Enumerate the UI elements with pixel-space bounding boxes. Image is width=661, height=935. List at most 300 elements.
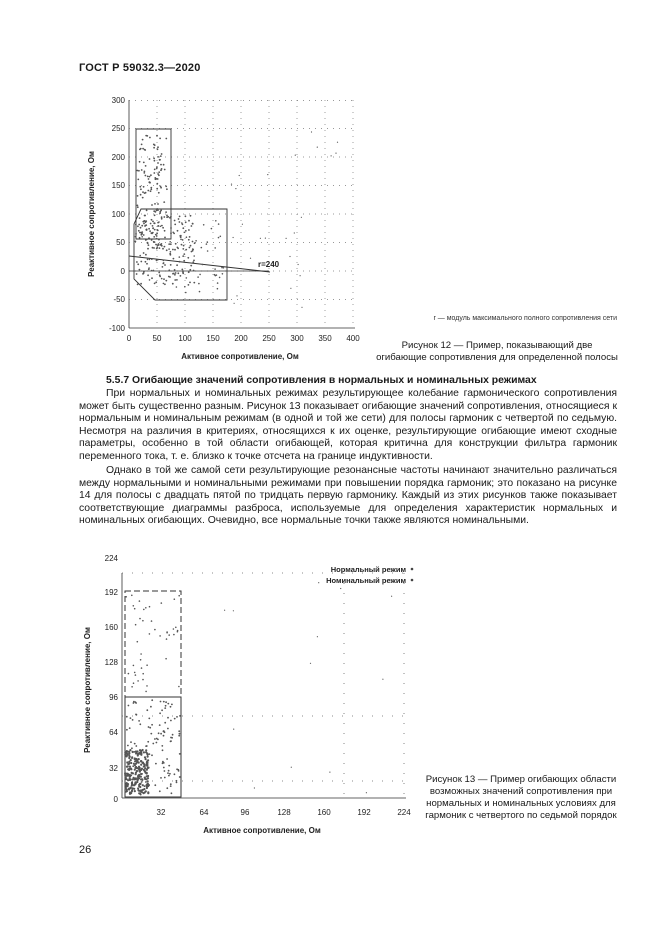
f12-point	[168, 243, 170, 245]
section-title: 5.5.7 Огибающие значений сопротивления в нормальных и номинальных режимах	[106, 375, 537, 386]
f12-point	[199, 274, 201, 276]
f13-point	[140, 764, 142, 766]
f12-point	[135, 241, 137, 243]
f13-point	[125, 773, 127, 775]
f12-point	[163, 216, 165, 218]
f12-point	[217, 282, 219, 284]
f12-point	[170, 232, 172, 234]
f12-point	[156, 166, 158, 168]
f13-point	[178, 595, 180, 597]
f13-point	[179, 776, 181, 778]
f12-point	[145, 192, 147, 194]
f13-point	[148, 726, 150, 728]
f13-point	[317, 636, 318, 637]
f12-point	[183, 260, 185, 262]
f12-point	[154, 169, 156, 171]
f12-point	[301, 217, 302, 218]
f12-point	[168, 248, 170, 250]
f13-point	[134, 758, 136, 760]
f12-point	[153, 270, 155, 272]
f13-point	[161, 602, 163, 604]
f13-point	[163, 735, 165, 737]
f12-point	[141, 225, 143, 227]
f12-point	[311, 131, 312, 132]
f13-point	[144, 777, 146, 779]
f12-point	[140, 194, 142, 196]
f13-point	[128, 673, 130, 675]
f13-xtick-160: 160	[317, 808, 331, 817]
f12-point	[158, 171, 160, 173]
f13-point	[135, 714, 137, 716]
f13-ytick-128: 128	[104, 658, 118, 667]
f12-point	[167, 216, 169, 218]
f13-point	[141, 773, 143, 775]
f12-point	[137, 225, 139, 227]
f12-point	[143, 172, 145, 174]
f12-xtick-0: 0	[126, 334, 132, 343]
f12-point	[331, 155, 332, 156]
f13-point	[291, 767, 292, 768]
f13-point	[170, 741, 172, 743]
f12-point	[162, 263, 164, 265]
f13-point	[168, 770, 170, 772]
f13-point	[145, 745, 147, 747]
f12-scatter-points	[135, 131, 339, 308]
f12-point	[151, 270, 153, 272]
f12-point	[139, 161, 141, 163]
f12-point	[151, 258, 153, 260]
f12-point	[142, 197, 144, 199]
f12-ytick-50: 50	[116, 238, 125, 247]
f13-point	[140, 653, 142, 655]
f12-xtick-250: 250	[262, 334, 276, 343]
f13-point	[127, 783, 129, 785]
f12-point	[265, 238, 266, 239]
f13-point	[162, 749, 164, 751]
f12-point	[172, 232, 174, 234]
f12-ytick-100: 100	[111, 210, 125, 219]
f13-point	[135, 674, 137, 676]
f12-point	[164, 264, 166, 266]
f13-point	[135, 773, 137, 775]
f13-ytick-32: 32	[109, 764, 118, 773]
f13-point	[139, 618, 141, 620]
f12-point	[192, 223, 194, 225]
f12-point	[146, 239, 148, 241]
f13-point	[179, 715, 181, 717]
f13-point	[136, 767, 138, 769]
f12-xtick-400: 400	[346, 334, 360, 343]
f13-point	[151, 754, 153, 756]
f12-point	[159, 138, 161, 140]
f13-point	[130, 759, 132, 761]
f12-ylabel: Реактивное сопротивление, Ом	[87, 151, 96, 277]
f12-xtick-350: 350	[318, 334, 332, 343]
f12-point	[190, 245, 192, 247]
f12-envelope-narrow	[136, 129, 171, 239]
f12-point	[143, 252, 145, 254]
f12-point	[162, 248, 164, 250]
f12-point	[157, 209, 159, 211]
f12-point	[146, 210, 148, 212]
f12-point	[148, 244, 150, 246]
f13-point	[149, 727, 151, 729]
f13-point	[150, 733, 152, 735]
f12-point	[211, 228, 213, 230]
f12-point	[199, 291, 201, 293]
f13-point	[141, 781, 143, 783]
f12-ytick-0: 0	[120, 267, 125, 276]
f13-point	[139, 783, 141, 785]
f12-point	[140, 227, 142, 229]
f12-point	[150, 187, 152, 189]
f12-point	[146, 229, 148, 231]
f12-point	[217, 288, 219, 290]
f12-point	[181, 244, 183, 246]
f12-point	[139, 237, 141, 239]
f12-point	[150, 189, 152, 191]
f12-point	[183, 245, 185, 247]
f12-point	[144, 225, 146, 227]
f13-point	[133, 665, 135, 667]
f12-point	[160, 226, 162, 228]
f12-point	[180, 275, 182, 277]
f12-point	[215, 220, 217, 222]
f12-point	[156, 238, 158, 240]
f12-ytick-neg100: -100	[108, 324, 125, 333]
f13-point	[168, 634, 170, 636]
f12-point	[192, 241, 194, 243]
f12-point	[162, 227, 164, 229]
f12-point	[192, 249, 194, 251]
f12-point	[137, 179, 139, 181]
f12-point	[145, 175, 147, 177]
f13-xtick-32: 32	[156, 808, 166, 817]
f12-point	[157, 156, 159, 158]
f12-point	[154, 229, 156, 231]
f13-point	[137, 789, 139, 791]
f13-point	[138, 778, 140, 780]
f13-point	[147, 791, 149, 793]
f12-point	[147, 190, 149, 192]
f12-point	[139, 269, 141, 271]
f13-point	[173, 628, 175, 630]
f13-ytick-0: 0	[113, 795, 118, 804]
f13-point	[146, 760, 148, 762]
f13-point	[178, 686, 180, 688]
f12-point	[166, 249, 168, 251]
f13-point	[127, 768, 129, 770]
f12-point	[155, 244, 157, 246]
f12-point	[150, 223, 152, 225]
f12-point	[179, 261, 181, 263]
f12-point	[160, 164, 162, 166]
figure-13-caption: Рисунок 13 — Пример огибающих области возможных значений сопротивления при нормальных и номинальных условиях для гармоник с четвертого по седьмой порядок	[425, 774, 617, 821]
f12-point	[136, 273, 138, 275]
f13-point	[145, 790, 147, 792]
f12-point	[286, 238, 287, 239]
f12-point	[194, 242, 196, 244]
f12-point	[143, 271, 145, 273]
f12-point	[159, 211, 161, 213]
f13-point	[130, 762, 132, 764]
f12-point	[179, 256, 181, 258]
f12-point	[236, 295, 237, 296]
f12-point	[151, 239, 153, 241]
f12-point	[175, 272, 177, 274]
f12-point	[186, 236, 188, 238]
f13-point	[179, 753, 181, 755]
f13-point	[146, 685, 148, 687]
f13-point	[366, 792, 367, 793]
f13-point	[128, 761, 130, 763]
f12-point	[177, 230, 179, 232]
f12-point	[214, 274, 216, 276]
f13-point	[130, 768, 132, 770]
f13-point	[171, 792, 173, 794]
f12-point	[242, 224, 243, 225]
f12-point	[176, 286, 178, 288]
f12-point	[182, 255, 184, 257]
f13-point	[134, 783, 136, 785]
f13-xlabel: Активное сопротивление, Ом	[203, 826, 321, 835]
f12-point	[155, 234, 157, 236]
f12-point	[164, 169, 166, 171]
f13-point	[144, 772, 146, 774]
f12-point	[164, 237, 166, 239]
f13-point	[137, 641, 139, 643]
f13-ytick-64: 64	[109, 728, 118, 737]
f13-point	[126, 790, 128, 792]
f13-point	[127, 763, 129, 765]
f13-point	[135, 702, 137, 704]
f12-point	[191, 225, 193, 227]
f12-xtick-50: 50	[152, 334, 162, 343]
f13-point	[165, 705, 167, 707]
f12-point	[145, 220, 147, 222]
f13-point	[158, 732, 160, 734]
f13-point	[135, 778, 137, 780]
f12-point	[183, 253, 185, 255]
f13-point	[128, 789, 130, 791]
f13-point	[163, 767, 165, 769]
page-number: 26	[79, 844, 92, 856]
f13-point	[154, 784, 156, 786]
f13-point	[178, 730, 180, 732]
f12-point	[166, 215, 168, 217]
f12-point	[176, 264, 178, 266]
f13-point	[174, 773, 176, 775]
f13-point	[144, 785, 146, 787]
f13-point	[156, 742, 158, 744]
f13-point	[133, 605, 135, 607]
f12-point	[141, 169, 143, 171]
f12-point	[156, 247, 158, 249]
f13-point	[142, 679, 144, 681]
f12-xtick-150: 150	[206, 334, 220, 343]
f12-point	[181, 269, 183, 271]
f12-point	[233, 237, 234, 238]
f13-point	[163, 701, 165, 703]
f12-point	[165, 280, 167, 282]
f13-point	[134, 608, 136, 610]
f13-point	[146, 709, 148, 711]
f12-point	[137, 206, 139, 208]
f12-xtick-200: 200	[234, 334, 248, 343]
f12-point	[168, 269, 170, 271]
f13-point	[126, 754, 128, 756]
f12-point	[295, 155, 296, 156]
f13-xtick-64: 64	[199, 808, 209, 817]
f13-point	[340, 588, 341, 589]
f12-point	[140, 283, 142, 285]
f13-point	[254, 787, 255, 788]
f12-point	[198, 283, 200, 285]
f13-point	[149, 606, 151, 608]
f12-point	[197, 276, 199, 278]
f13-point	[132, 772, 134, 774]
f12-point	[193, 255, 195, 257]
f12-point	[173, 258, 175, 260]
f13-point	[127, 779, 129, 781]
f12-point	[193, 260, 195, 262]
f13-point	[147, 784, 149, 786]
f13-point	[127, 774, 129, 776]
f12-point	[145, 254, 147, 256]
f13-point	[318, 582, 319, 583]
f12-point	[149, 259, 151, 261]
f12-point	[161, 153, 163, 155]
f12-point	[138, 170, 140, 172]
f12-point	[180, 239, 182, 241]
f12-point	[149, 182, 151, 184]
f13-point	[133, 788, 135, 790]
f13-legend-normal: Нормальный режим	[330, 565, 406, 574]
f12-point	[214, 247, 216, 249]
f12-point	[158, 239, 160, 241]
f12-point	[136, 170, 138, 172]
f13-point	[171, 704, 173, 706]
f13-point	[168, 775, 170, 777]
f12-point	[250, 258, 251, 259]
f13-point	[165, 701, 167, 703]
f12-point	[161, 243, 163, 245]
f13-point	[132, 719, 134, 721]
f12-point	[143, 220, 145, 222]
f12-point	[163, 164, 165, 166]
f12-point	[290, 288, 291, 289]
f12-point	[206, 243, 208, 245]
f13-point	[177, 631, 179, 633]
f13-legend-normal-marker	[411, 568, 414, 571]
f13-point	[143, 788, 145, 790]
f12-point	[220, 236, 222, 238]
f13-point	[141, 778, 143, 780]
f13-point	[125, 783, 127, 785]
f13-point	[138, 770, 140, 772]
f13-point	[129, 749, 131, 751]
f12-point	[173, 273, 175, 275]
f13-point	[156, 738, 158, 740]
f13-point	[310, 663, 311, 664]
f12-ytick-200: 200	[111, 153, 125, 162]
f12-point	[153, 241, 155, 243]
f12-point	[148, 228, 150, 230]
f12-point	[169, 241, 171, 243]
f12-point	[187, 257, 189, 259]
f12-point	[161, 278, 163, 280]
f12-point	[170, 264, 172, 266]
f13-point	[164, 707, 166, 709]
f13-point	[132, 751, 134, 753]
f12-point	[149, 176, 151, 178]
f13-point	[131, 747, 133, 749]
f12-point	[144, 215, 146, 217]
f12-point	[140, 261, 142, 263]
f13-point	[137, 680, 139, 682]
f13-point	[151, 620, 153, 622]
f13-point	[167, 772, 169, 774]
f12-point	[144, 149, 146, 151]
f13-point	[133, 682, 135, 684]
f13-point	[131, 757, 133, 759]
figure-12-chart	[80, 90, 370, 365]
f12-point	[222, 273, 224, 275]
f13-legend-nominal: Номинальный режим	[326, 576, 406, 585]
f12-point	[170, 243, 172, 245]
f12-point	[147, 274, 149, 276]
f12-point	[137, 195, 139, 197]
f12-point	[135, 233, 137, 235]
f12-point	[172, 249, 174, 251]
f12-point	[145, 165, 147, 167]
f13-point	[174, 718, 176, 720]
f12-point	[163, 283, 165, 285]
f12-point	[170, 216, 172, 218]
f13-point	[145, 607, 147, 609]
f12-point	[149, 279, 151, 281]
f12-point	[149, 230, 151, 232]
f12-r-label: r=240	[258, 260, 280, 269]
f13-point	[134, 751, 136, 753]
f12-point	[176, 279, 178, 281]
f13-point	[146, 764, 148, 766]
f12-point	[143, 162, 145, 164]
f13-legend-nominal-marker	[411, 579, 414, 582]
f13-point	[129, 727, 131, 729]
f12-point	[188, 271, 190, 273]
f13-point	[391, 596, 392, 597]
f12-point	[189, 282, 191, 284]
f12-point	[174, 224, 176, 226]
f13-point	[160, 701, 162, 703]
f13-point	[176, 782, 178, 784]
f12-point	[188, 220, 190, 222]
f12-point	[139, 217, 141, 219]
f13-point	[132, 778, 134, 780]
f13-point	[176, 768, 178, 770]
paragraph-2: Однако в той же самой сети результирующие резонансные частоты начинают значительно различаться между нормальными и номинальными режимами при повышении порядка гармоник; это показано на рисунке 14 для полосы с двадцать пятой по тридцать первую гармонику. Каждый из этих рисунков также показывает соответствующие диаграммы разброса, используемые для определения характеристик нормальных и номинальных огибающих. Очевидно, все нормальные точки также являются номинальными.	[79, 465, 617, 527]
f12-point	[147, 176, 149, 178]
f13-point	[142, 673, 144, 675]
f12-r-radius-line	[129, 256, 270, 272]
f13-point	[155, 763, 157, 765]
f12-point	[165, 211, 167, 213]
f13-point	[136, 759, 138, 761]
f12-point	[157, 162, 159, 164]
f12-point	[231, 184, 232, 185]
f12-point	[146, 263, 148, 265]
